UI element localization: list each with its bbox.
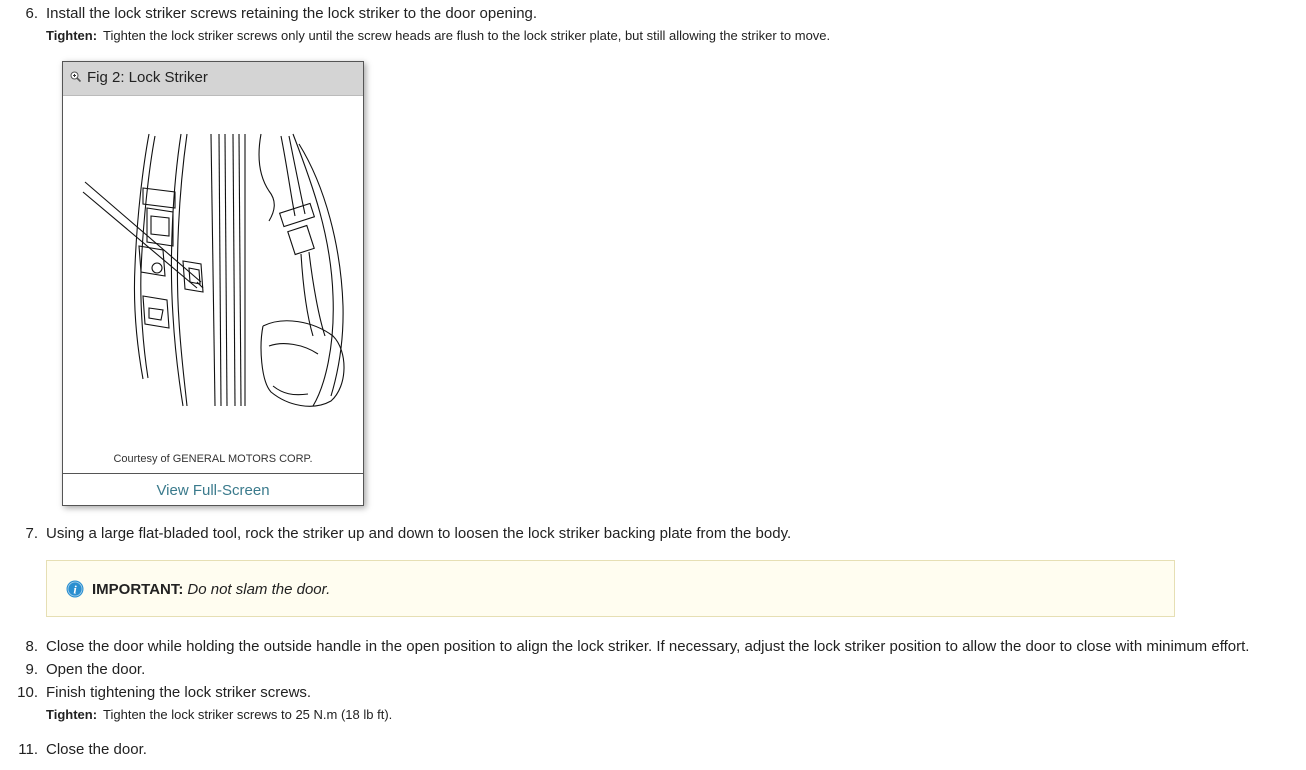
zoom-in-icon[interactable] [70,71,81,82]
view-full-screen-link[interactable]: View Full-Screen [156,482,270,499]
figure-divider [63,473,363,474]
important-label: IMPORTANT: [92,581,184,598]
tighten-note-6 [46,28,830,44]
step-number: 10. [17,684,38,701]
step-text: Open the door. [46,661,146,678]
important-body: Do not slam the door. [187,581,331,598]
step-number: 11. [18,741,38,758]
figure-courtesy: Courtesy of GENERAL MOTORS CORP. [113,453,313,465]
step-number: 9. [25,661,38,678]
important-text [92,581,330,598]
figure-lock-striker [62,61,364,506]
tighten-text: Tighten the lock striker screws only until the screw heads are flush to the lock striker plate, but still allowing the striker to move. [103,28,831,43]
step-number: 8. [25,638,38,655]
tighten-text: Tighten the lock striker screws to 25 N.m (18 lb ft). [103,707,393,722]
important-callout [46,560,1175,617]
tighten-label: Tighten: [46,707,98,722]
info-icon [66,580,84,598]
figure-header [63,62,363,96]
step-number: 6. [25,5,38,22]
tighten-label: Tighten: [46,28,98,43]
svg-text:i: i [73,582,77,597]
tighten-note-10 [46,707,392,723]
step-number: 7. [25,525,38,542]
step-text: Close the door while holding the outside handle in the open position to align the lock striker. If necessary, adjust the lock striker position to allow the door to close with minimum effort. [46,638,1250,655]
step-text: Install the lock striker screws retaining the lock striker to the door opening. [46,5,538,22]
step-text: Close the door. [46,741,147,758]
step-text: Using a large flat-bladed tool, rock the striker up and down to loosen the lock striker backing plate from the body. [46,525,792,542]
lock-striker-illustration[interactable] [63,96,363,426]
step-text: Finish tightening the lock striker screws. [46,684,312,701]
figure-title: Fig 2: Lock Striker [87,69,208,86]
